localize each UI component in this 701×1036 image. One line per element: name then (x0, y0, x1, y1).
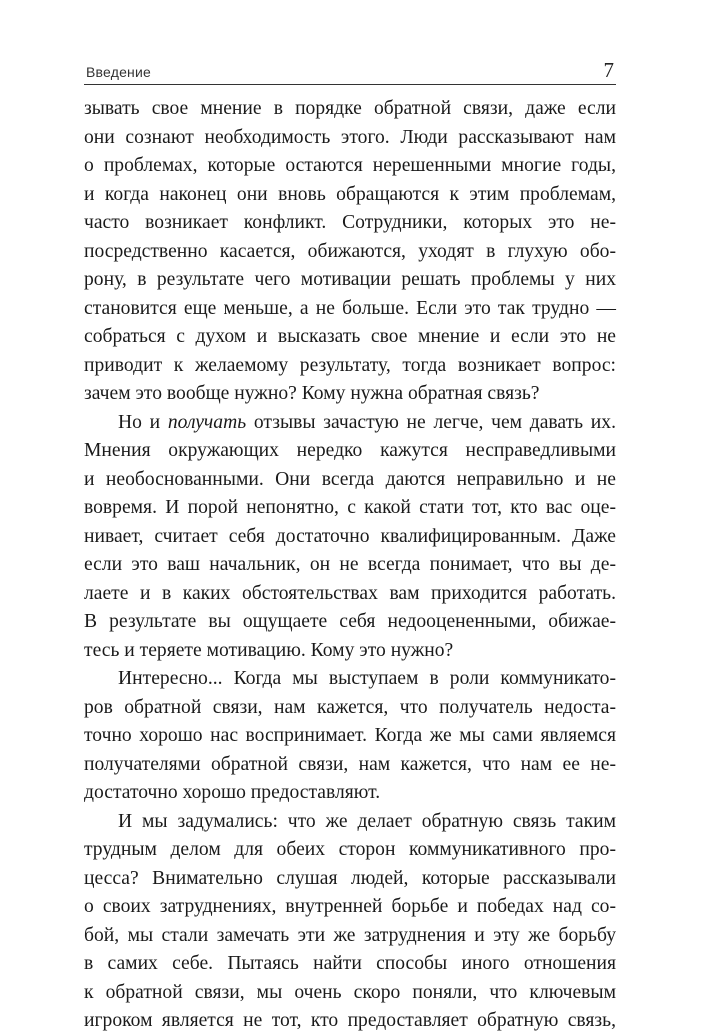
text-line: зывать свое мнение в порядке обратной связи, даже если (84, 98, 616, 119)
text-line: Мнения окружающих нередко кажутся несправедливыми (84, 440, 616, 461)
text-line: посредственно касается, обижаются, уходят в глухую обо- (84, 240, 616, 262)
text-line: Интересно... Когда мы выступаем в роли коммуникато- (118, 668, 616, 689)
text-line: часто возникает конфликт. Сотрудники, которых это не- (84, 212, 616, 233)
text-line: точно хорошо нас воспринимает. Когда же мы сами являемся (84, 725, 616, 746)
body-text (84, 95, 616, 1036)
text-line: вовремя. И порой непонятно, с какой стати тот, кто вас оце- (84, 497, 616, 518)
paragraph-4 (84, 808, 616, 1036)
text-line: и необоснованными. Они всегда даются неправильно и не (84, 468, 616, 490)
paragraph-1 (84, 95, 616, 409)
text-line (84, 409, 616, 438)
text-line: приводит к желаемому результату, тогда возникает вопрос: (84, 354, 616, 376)
text-line: трудным делом для обеих сторон коммуникативного про- (84, 839, 616, 860)
text-line: собраться с духом и высказать свое мнение и если это не (84, 326, 616, 347)
header-rule (84, 84, 616, 85)
text-line: В результате вы ощущаете себя недооцененными, обижае- (84, 611, 616, 632)
book-page (84, 58, 616, 1031)
text-run: отзывы зачастую не легче, чем давать их. (246, 411, 616, 433)
text-line: игроком является не тот, кто предоставляет обратную связь, (84, 1010, 616, 1031)
emphasis-text: получать (167, 411, 247, 433)
section-title: Введение (86, 64, 151, 80)
text-line: ров обратной связи, нам кажется, что получатель недоста- (84, 696, 616, 718)
text-line: они сознают необходимость этого. Люди рассказывают нам (84, 126, 616, 148)
text-line: становится еще меньше, а не больше. Если это так трудно — (84, 297, 616, 319)
paragraph-3 (84, 665, 616, 808)
text-line: о проблемах, которые остаются нерешенными многие годы, (84, 155, 616, 176)
page-number: 7 (603, 58, 614, 82)
text-run: Но и (118, 411, 168, 433)
text-line: рону, в результате чего мотивации решать проблемы у них (84, 269, 616, 290)
text-line: И мы задумались: что же делает обратную связь таким (118, 810, 616, 832)
text-line: цесса? Внимательно слушая людей, которые рассказывали (84, 867, 616, 889)
text-line: бой, мы стали замечать эти же затруднения и эту же борьбу (84, 924, 616, 946)
text-line: тесь и теряете мотивацию. Кому это нужно? (84, 639, 454, 661)
text-line: получателями обратной связи, нам кажется, что нам ее не- (84, 753, 616, 775)
text-line: если это ваш начальник, он не всегда понимает, что вы де- (84, 554, 616, 575)
text-line: о своих затруднениях, внутренней борьбе и победах над со- (84, 896, 616, 917)
text-line: лаете и в каких обстоятельствах вам приходится работать. (84, 582, 616, 604)
text-line: нивает, считает себя достаточно квалифицированным. Даже (84, 525, 616, 547)
paragraph-2 (84, 409, 616, 666)
text-line: в самих себе. Пытаясь найти способы иного отношения (84, 953, 616, 974)
text-line: достаточно хорошо предоставляют. (84, 782, 381, 803)
text-line: зачем это вообще нужно? Кому нужна обратная связь? (84, 383, 540, 404)
text-line: к обратной связи, мы очень скоро поняли, что ключевым (84, 981, 616, 1003)
text-line: и когда наконец они вновь обращаются к этим проблемам, (84, 183, 616, 205)
running-head (84, 58, 616, 84)
